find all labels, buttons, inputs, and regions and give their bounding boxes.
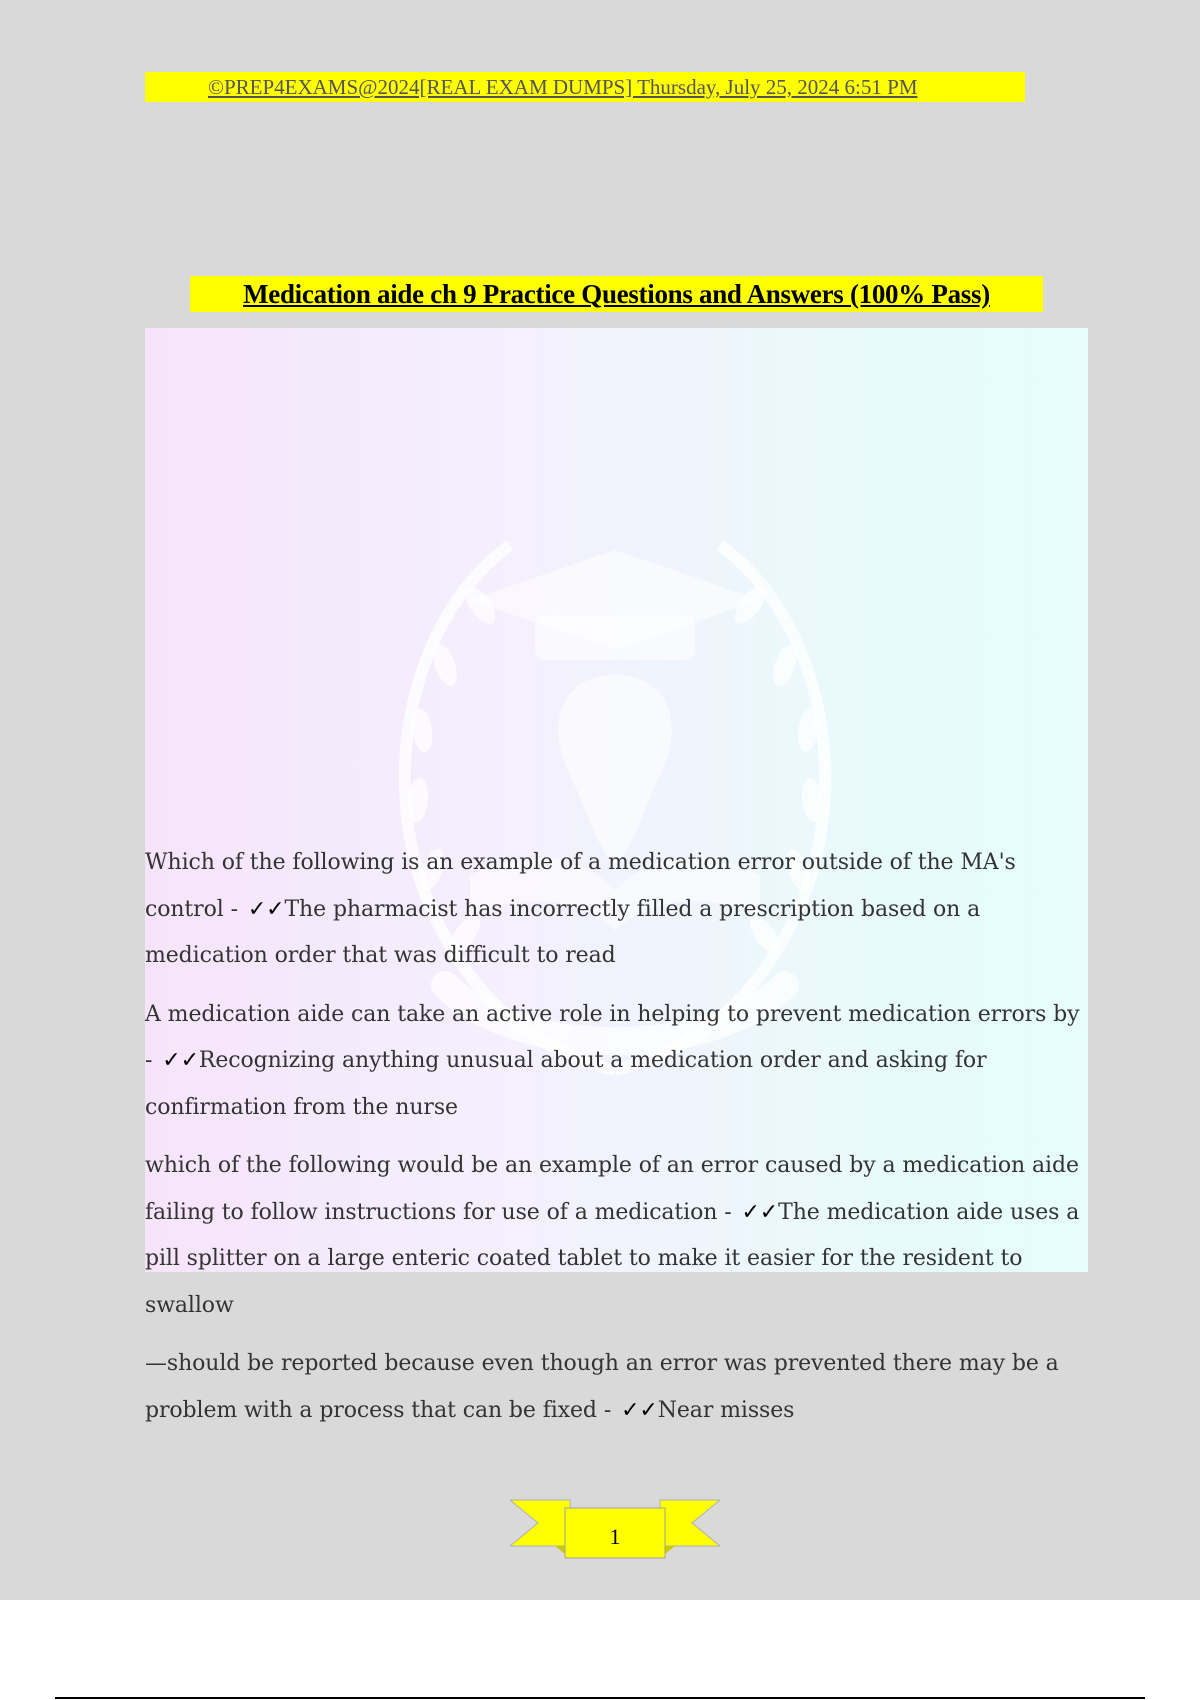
header-text: ©PREP4EXAMS@2024[REAL EXAM DUMPS] Thursday, July 25, 2024 6:51 PM (208, 75, 918, 99)
document-title: Medication aide ch 9 Practice Questions and Answers (100% Pass) (243, 279, 990, 309)
page-number: 1 (609, 1524, 621, 1549)
checkmark-icon: ✓✓ (741, 1199, 779, 1225)
answer-text: The pharmacist has incorrectly filled a prescription based on a medication order that was difficult to read (145, 896, 981, 968)
qa-item (145, 1143, 1090, 1329)
qa-item (145, 1341, 1090, 1434)
bottom-divider (55, 1697, 1145, 1699)
checkmark-icon: ✓✓ (162, 1048, 199, 1073)
qa-item (145, 840, 1090, 980)
question-text: Which of the following is an example of a medication error outside of the MA's control - (145, 850, 1016, 922)
answer-text: Recognizing anything unusual about a medication order and asking for confirmation from the nurse (145, 1048, 987, 1120)
answer-text: Near misses (657, 1397, 795, 1423)
question-text: —should be reported because even though an error was prevented there may be a problem with a process that can be fixed - (145, 1351, 1059, 1423)
qa-item (145, 992, 1090, 1132)
question-text: A medication aide can take an active role in helping to prevent medication errors by - (145, 1001, 1080, 1073)
question-text: which of the following would be an example of an error caused by a medication aide failing to follow instructions for use of a medication - (145, 1153, 1079, 1225)
qa-content (145, 840, 1090, 1446)
answer-text: The medication aide uses a pill splitter on a large enteric coated tablet to make it easier for the resident to swallow (145, 1199, 1080, 1318)
checkmark-icon: ✓✓ (247, 896, 285, 922)
checkmark-icon: ✓✓ (621, 1397, 658, 1423)
